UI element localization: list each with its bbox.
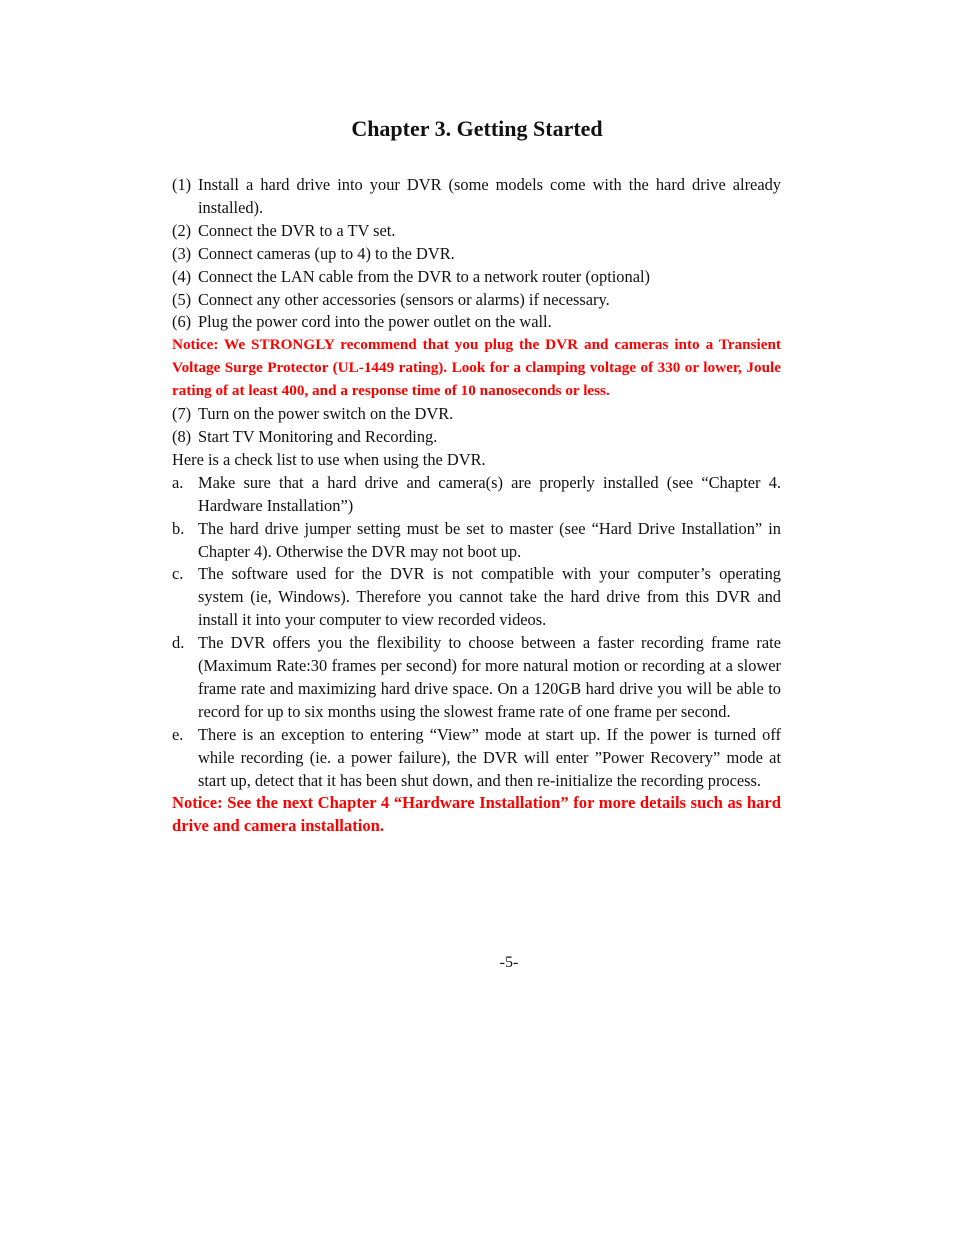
step-number: (3): [172, 243, 192, 263]
checklist-item: [172, 518, 781, 564]
step-number: (5): [172, 289, 192, 309]
surge-protector-notice: Notice: We STRONGLY recommend that you plug the DVR and cameras into a Transient Voltage Surge Protector (UL-1449 rating). Look for a clamping voltage of 330 or lower, Joule rating of at least 400, and a response time of 10 nanoseconds or less.: [172, 336, 781, 400]
step-text: Connect the LAN cable from the DVR to a network router (optional): [198, 266, 650, 286]
hardware-installation-notice: Notice: See the next Chapter 4 “Hardware Installation” for more details such as hard drive and camera installation.: [172, 793, 781, 836]
list-item: [172, 243, 781, 266]
checklist-letter: e.: [172, 724, 184, 744]
list-item: [172, 403, 781, 426]
page-title: Chapter 3. Getting Started: [351, 116, 603, 141]
step-number: (7): [172, 404, 192, 424]
checklist-item: [172, 724, 781, 793]
checklist-letter: c.: [172, 564, 184, 584]
list-item: [172, 426, 781, 449]
checklist-item: [172, 472, 781, 518]
page-number: -5-: [499, 954, 519, 971]
checklist-letter: b.: [172, 518, 185, 538]
step-number: (1): [172, 175, 192, 194]
step-number: (2): [172, 220, 192, 240]
checklist-letter: a.: [172, 472, 184, 492]
step-number: (4): [172, 266, 192, 286]
step-text: Connect any other accessories (sensors or alarms) if necessary.: [198, 289, 610, 309]
checklist-text: The hard drive jumper setting must be set to master (see “Hard Drive Installation” in Chapter 4). Otherwise the DVR may not boot up.: [198, 518, 781, 561]
step-text: Connect the DVR to a TV set.: [198, 220, 396, 240]
checklist-item: [172, 563, 781, 632]
step-text: Start TV Monitoring and Recording.: [198, 426, 438, 446]
checklist-item: [172, 632, 781, 724]
checklist-text: The software used for the DVR is not compatible with your computer’s operating system (ie, Windows). Therefore you cannot take the hard drive from this DVR and install it into your computer to view recorded videos.: [198, 564, 781, 630]
step-text: Turn on the power switch on the DVR.: [198, 404, 454, 424]
step-text: Plug the power cord into the power outlet on the wall.: [198, 312, 552, 332]
list-item: [172, 220, 781, 243]
list-item: [172, 311, 781, 334]
list-item: [172, 289, 781, 312]
step-number: (6): [172, 312, 192, 332]
checklist-text: Make sure that a hard drive and camera(s) are properly installed (see “Chapter 4. Hardware Installation”): [198, 472, 781, 515]
list-item: [172, 174, 781, 220]
checklist-letter: d.: [172, 633, 185, 653]
list-item: [172, 266, 781, 289]
checklist-text: The DVR offers you the flexibility to choose between a faster recording frame rate (Maximum Rate:30 frames per second) for more natural motion or recording at a slower frame rate and maximizing hard drive space. On a 120GB hard drive you will be able to record for up to six months using the slowest frame rate of one frame per second.: [198, 633, 781, 721]
checklist-text: There is an exception to entering “View” mode at start up. If the power is turned off while recording (ie. a power failure), the DVR will enter ”Power Recovery” mode at start up, detect that it has been shut down, and then re-initialize the recording process.: [198, 724, 781, 790]
step-text: Install a hard drive into your DVR (some models come with the hard drive already installed).: [198, 175, 781, 217]
page-content: [172, 174, 781, 838]
step-text: Connect cameras (up to 4) to the DVR.: [198, 243, 455, 263]
checklist-intro: Here is a check list to use when using the DVR.: [172, 449, 486, 469]
step-number: (8): [172, 426, 192, 446]
